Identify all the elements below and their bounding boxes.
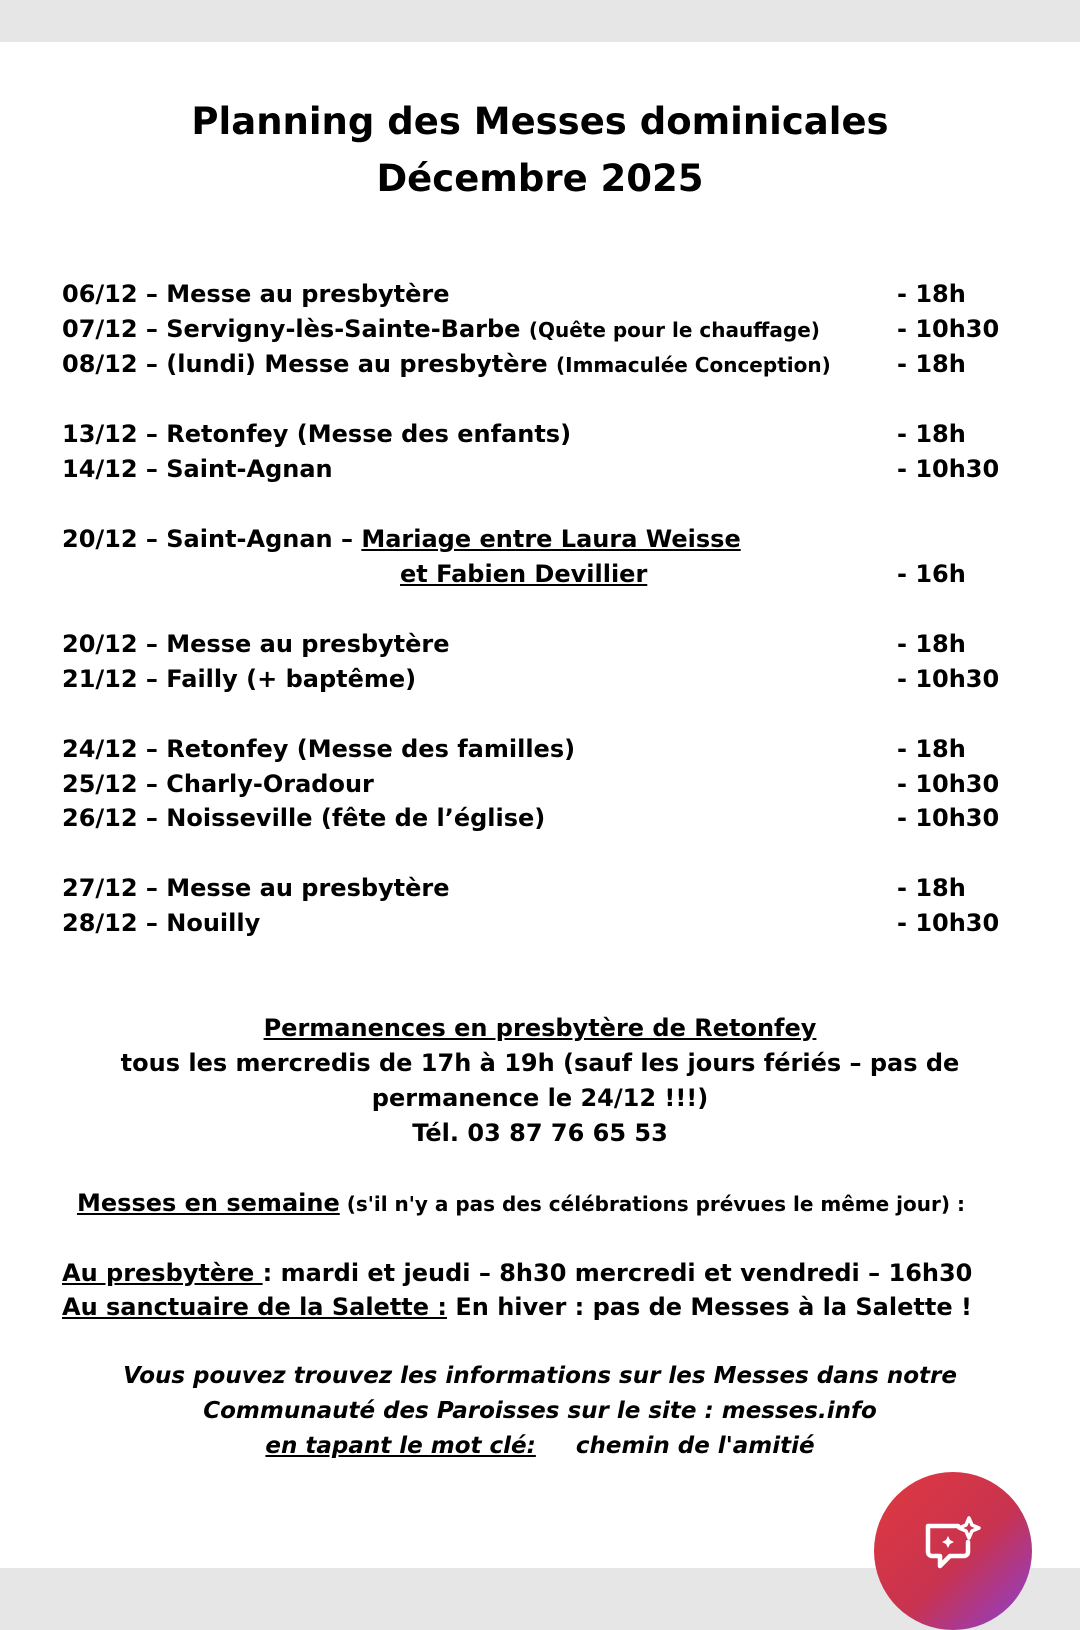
wedding-line-1: Mariage entre Laura Weisse	[361, 525, 741, 553]
mass-row	[62, 909, 1042, 945]
mass-row	[62, 315, 1042, 351]
mass-text: 25/12 – Charly-Oradour	[62, 770, 374, 798]
mass-text: 13/12 – Retonfey (Messe des enfants)	[62, 420, 572, 448]
mass-row	[62, 630, 1042, 666]
mass-time: - 18h	[897, 280, 966, 308]
mass-text: 27/12 – Messe au presbytère	[62, 874, 450, 902]
permanences-heading: Permanences en presbytère de Retonfey	[263, 1014, 817, 1042]
mass-row	[62, 665, 1042, 701]
chat-assistant-button[interactable]	[874, 1472, 1032, 1630]
mass-text: 07/12 – Servigny-lès-Sainte-Barbe	[62, 315, 521, 343]
mass-row	[62, 350, 1042, 386]
mass-note: (Quête pour le chauffage)	[528, 318, 820, 342]
mass-time: - 10h30	[897, 770, 1000, 798]
mass-text: 20/12 – Messe au presbytère	[62, 630, 450, 658]
title-line-1: Planning des Messes dominicales	[191, 100, 889, 143]
mass-time: - 18h	[897, 735, 966, 763]
mass-row	[62, 874, 1042, 910]
mass-time: - 18h	[897, 420, 966, 448]
keyword-value: chemin de l'amitié	[535, 1433, 815, 1459]
weekday-heading: Messes en semaine	[77, 1189, 340, 1217]
mass-row-wedding-cont	[62, 560, 1042, 596]
weekday-heading-line	[77, 1189, 965, 1217]
mass-time: - 10h30	[897, 315, 1000, 343]
info-keyword-line	[0, 1433, 1080, 1459]
sanctuaire-line	[62, 1293, 972, 1321]
document-page	[0, 42, 1080, 1568]
presbytere-label: Au presbytère	[62, 1259, 263, 1287]
mass-row	[62, 280, 1042, 316]
mass-note: (Immaculée Conception)	[556, 353, 831, 377]
mass-time: - 18h	[897, 874, 966, 902]
mass-time: - 18h	[897, 350, 966, 378]
presbytere-line	[62, 1259, 972, 1287]
mass-row	[62, 455, 1042, 491]
mass-text: 14/12 – Saint-Agnan	[62, 455, 333, 483]
mass-text: 26/12 – Noisseville (fête de l’église)	[62, 804, 546, 832]
weekday-note: (s'il n'y a pas des célébrations prévues le même jour) :	[339, 1192, 965, 1216]
mass-time: - 16h	[897, 560, 966, 588]
mass-time: - 10h30	[897, 455, 1000, 483]
mass-text: 08/12 – (lundi) Messe au presbytère	[62, 350, 548, 378]
chat-sparkle-icon	[922, 1516, 984, 1576]
mass-row	[62, 420, 1042, 456]
mass-row	[62, 804, 1042, 840]
info-line-1: Vous pouvez trouvez les informations sur les Messes dans notre	[123, 1363, 957, 1389]
mass-row	[62, 735, 1042, 771]
mass-row	[62, 770, 1042, 806]
mass-time: - 10h30	[897, 909, 1000, 937]
mass-time: - 10h30	[897, 804, 1000, 832]
mass-time: - 18h	[897, 630, 966, 658]
wedding-line-2: et Fabien Devillier	[400, 560, 648, 588]
mass-row-wedding	[62, 525, 1042, 561]
permanences-line-1: tous les mercredis de 17h à 19h (sauf les jours fériés – pas de	[120, 1049, 960, 1077]
permanences-line-2: permanence le 24/12 !!!)	[371, 1084, 709, 1112]
mass-text: 24/12 – Retonfey (Messe des familles)	[62, 735, 576, 763]
mass-text: 21/12 – Failly (+ baptême)	[62, 665, 417, 693]
mass-text: 06/12 – Messe au presbytère	[62, 280, 450, 308]
mass-time: - 10h30	[897, 665, 1000, 693]
info-line-2: Communauté des Paroisses sur le site : messes.info	[203, 1398, 877, 1424]
permanences-phone: Tél. 03 87 76 65 53	[412, 1119, 668, 1147]
presbytere-text: : mardi et jeudi – 8h30 mercredi et vendredi – 16h30	[262, 1259, 973, 1287]
title-line-2: Décembre 2025	[376, 157, 704, 200]
mass-text: 28/12 – Nouilly	[62, 909, 261, 937]
sanctuaire-label: Au sanctuaire de la Salette :	[62, 1293, 448, 1321]
sanctuaire-text: En hiver : pas de Messes à la Salette !	[447, 1293, 972, 1321]
keyword-label: en tapant le mot clé:	[265, 1433, 536, 1459]
mass-text: 20/12 – Saint-Agnan –	[62, 525, 362, 553]
